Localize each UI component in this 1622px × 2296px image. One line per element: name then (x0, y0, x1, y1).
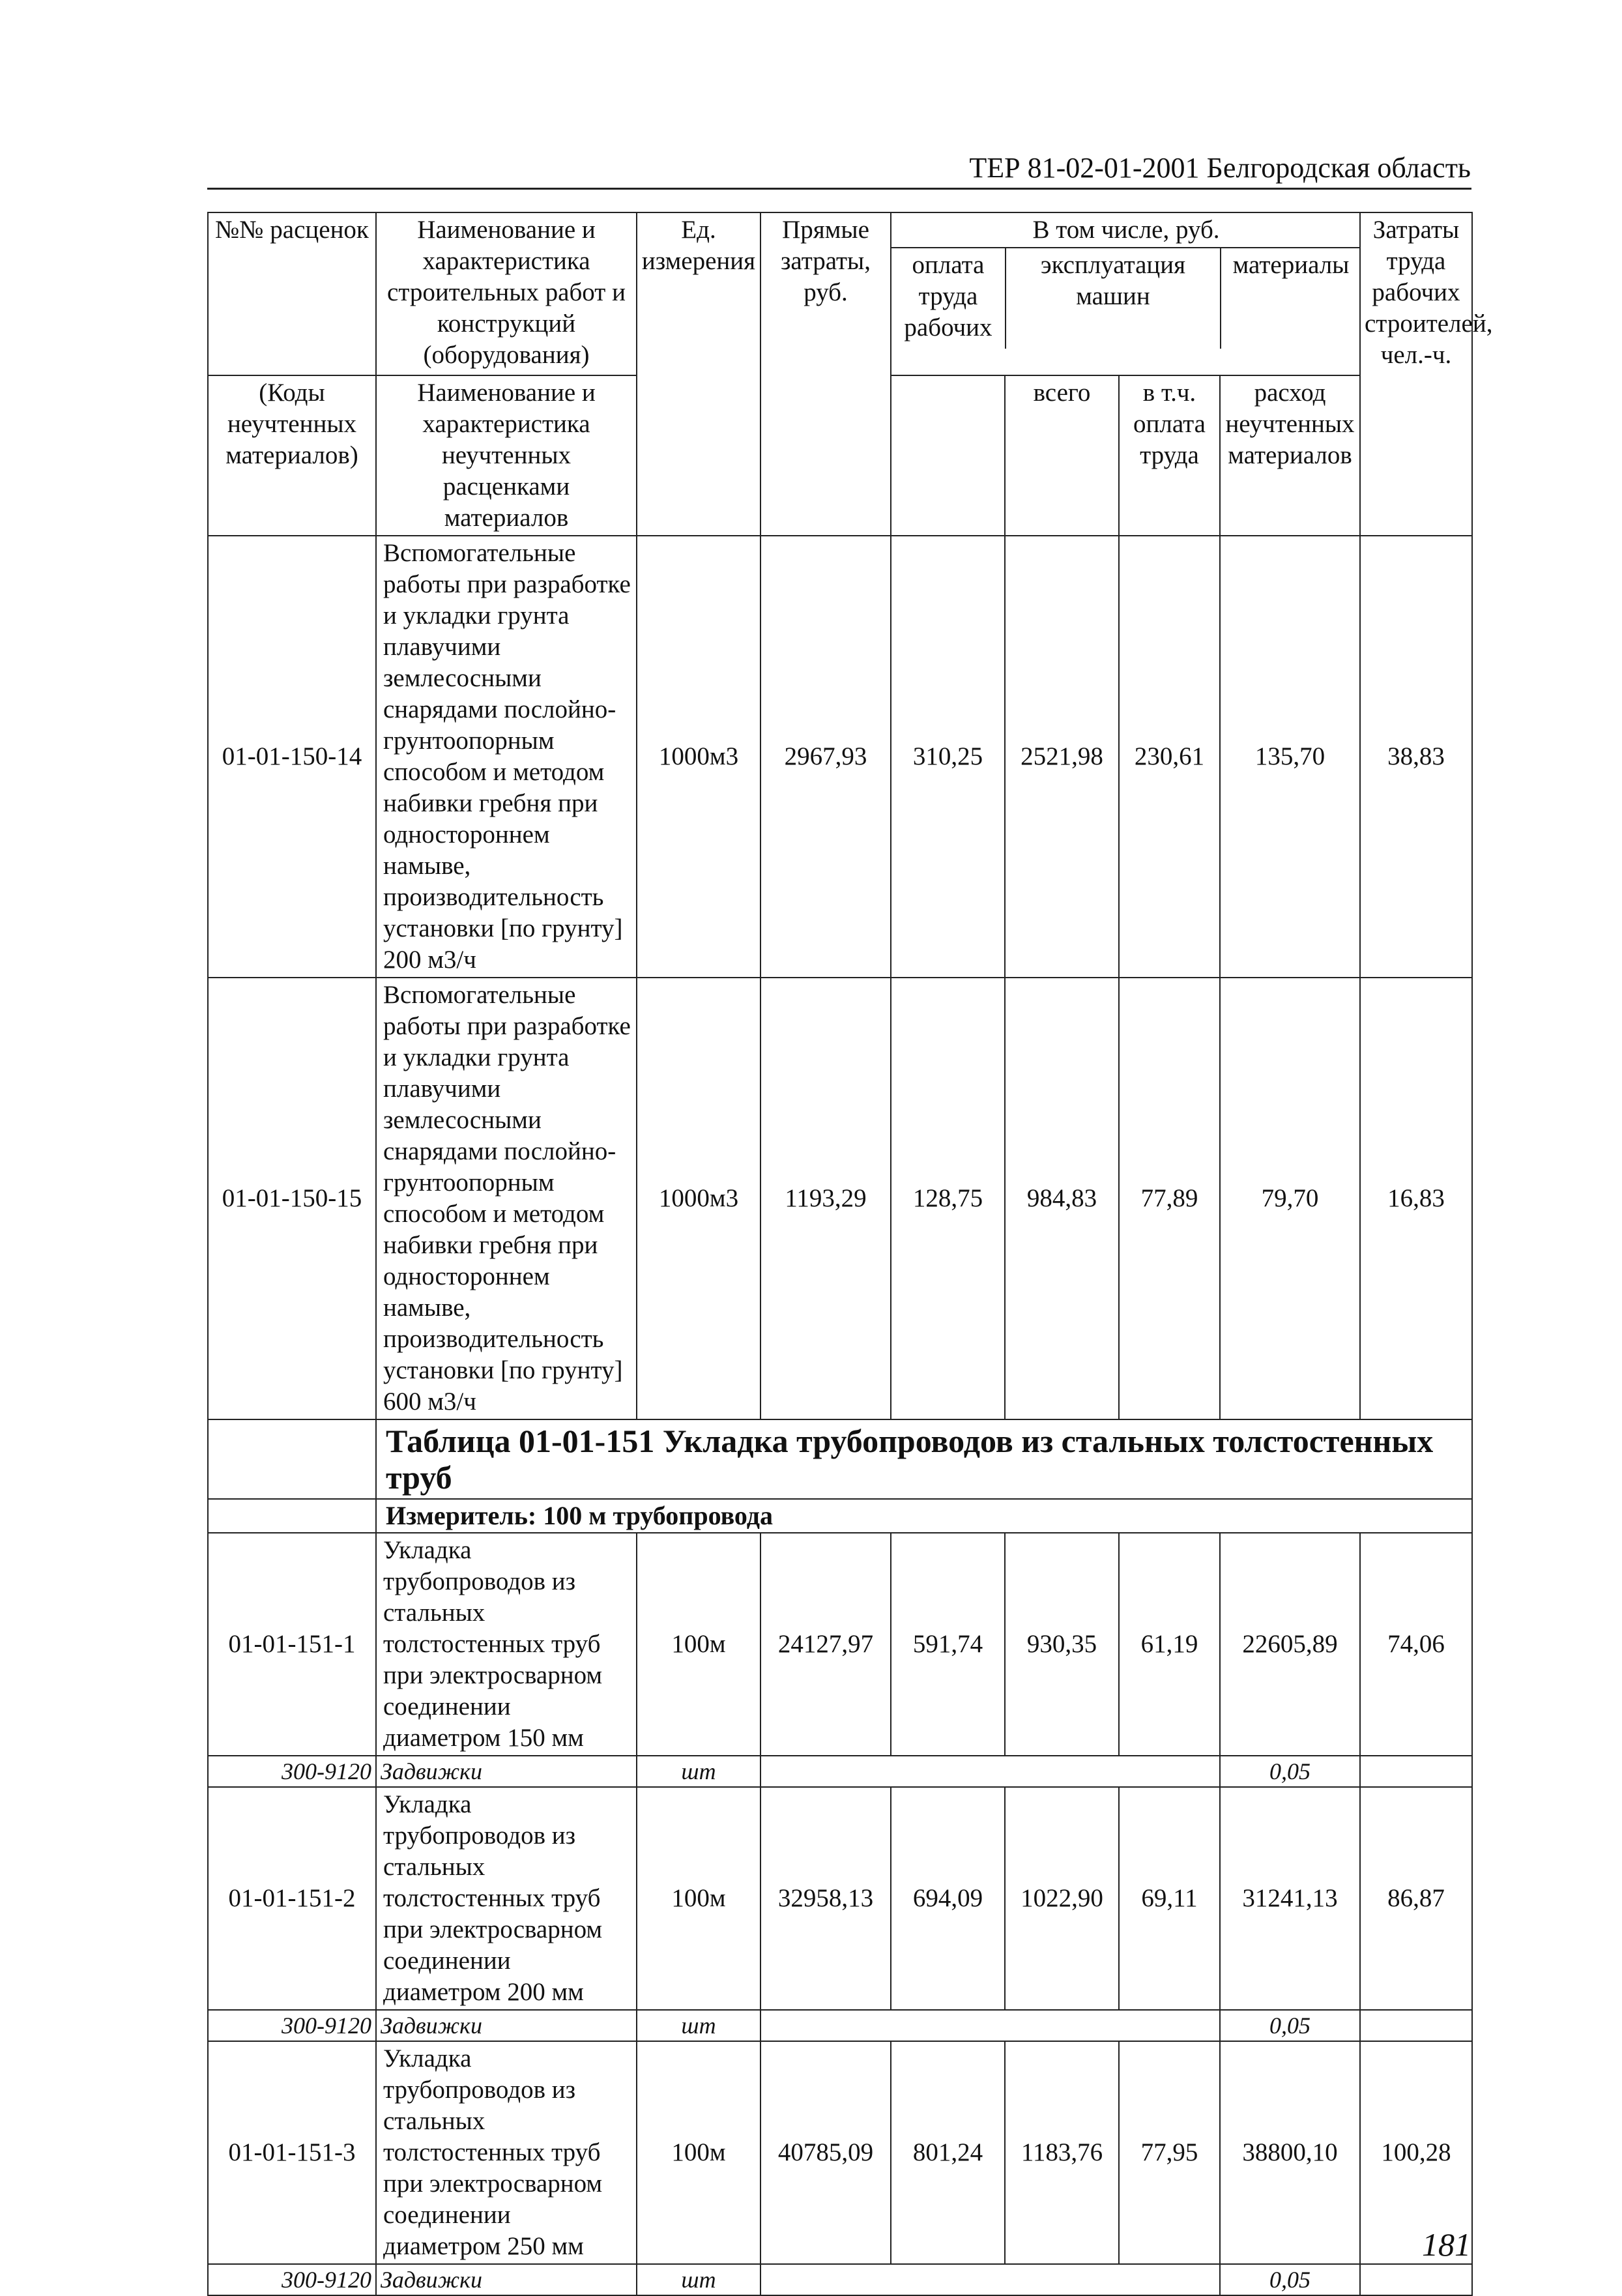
header-row-1 (208, 212, 1472, 375)
rate-row (208, 978, 1472, 1419)
rate-machines: 1022,90 (1005, 1787, 1119, 2010)
rate-wage: 694,09 (891, 1787, 1005, 2010)
rate-name: Укладка трубопроводов из стальных толстостенных труб при электросварном соединении диаметром 150 мм (376, 1533, 637, 1756)
rate-labor: 100,28 (1360, 2041, 1472, 2264)
resource-labor-blank (1360, 2264, 1472, 2295)
rate-machines: 1183,76 (1005, 2041, 1119, 2264)
incl-subheader (891, 213, 1361, 349)
incl-header: В том числе, руб. (891, 213, 1361, 248)
rate-wage: 128,75 (891, 978, 1005, 1419)
rate-labor: 16,83 (1360, 978, 1472, 1419)
col-name-header: Наименование и характеристика строительных работ и конструкций (оборудования) (376, 212, 637, 375)
col-labor-header: Затраты труда рабочих строителей, чел.-ч. (1360, 212, 1472, 536)
col-mat-unacc-header: расход неучтенных материалов (1220, 375, 1360, 536)
rate-machines: 930,35 (1005, 1533, 1119, 1756)
rate-name: Укладка трубопроводов из стальных толстостенных труб при электросварном соединении диаметром 200 мм (376, 1787, 637, 2010)
rate-code: 01-01-150-15 (208, 978, 376, 1419)
col-code2-header: (Коды неучтенных материалов) (208, 375, 376, 536)
rates-table (207, 212, 1493, 2296)
rate-code: 01-01-151-1 (208, 1533, 376, 1756)
rate-unit: 1000м3 (637, 978, 760, 1419)
rate-materials: 38800,10 (1220, 2041, 1360, 2264)
resource-unit: шт (637, 2264, 760, 2295)
rate-row (208, 1787, 1472, 2010)
rate-direct: 24127,97 (760, 1533, 891, 1756)
resource-code: 300-9120 (208, 2264, 376, 2295)
rate-direct: 1193,29 (760, 978, 891, 1419)
col-materials-header: материалы (1232, 251, 1350, 279)
rate-machines-wage: 77,95 (1119, 2041, 1220, 2264)
resource-blank (760, 1756, 1220, 1787)
resource-name: Задвижки (376, 1756, 637, 1787)
col-mach-wage-header: в т.ч. оплата труда (1119, 375, 1220, 536)
resource-code: 300-9120 (208, 1756, 376, 1787)
rate-direct: 2967,93 (760, 536, 891, 978)
rate-machines: 2521,98 (1005, 536, 1119, 978)
rate-materials: 79,70 (1220, 978, 1360, 1419)
col-incl-group (891, 212, 1360, 375)
col-name2-header: Наименование и характеристика неучтенных расценками материалов (376, 375, 637, 536)
rate-name: Вспомогательные работы при разработке и укладки грунта плавучими землесосными снарядами послойно-грунтоопорным способом и методом набивки гребня при одностороннем намыве, производительность установки [по грунту] 200 м3/ч (376, 536, 637, 978)
rate-unit: 100м (637, 1787, 760, 2010)
rate-materials: 31241,13 (1220, 1787, 1360, 2010)
resource-name: Задвижки (376, 2264, 637, 2295)
meter-row (208, 1499, 1472, 1533)
rate-labor: 38,83 (1360, 536, 1472, 978)
rate-machines-wage: 61,19 (1119, 1533, 1220, 1756)
resource-labor-blank (1360, 2010, 1472, 2041)
resource-qty: 0,05 (1220, 1756, 1360, 1787)
rate-name: Укладка трубопроводов из стальных толстостенных труб при электросварном соединении диаметром 250 мм (376, 2041, 637, 2264)
resource-blank (760, 2010, 1220, 2041)
resource-blank (760, 2264, 1220, 2295)
resource-unit: шт (637, 1756, 760, 1787)
header-rule (207, 188, 1471, 190)
rate-direct: 40785,09 (760, 2041, 891, 2264)
table-title: Таблица 01-01-151 Укладка трубопроводов из стальных толстостенных труб (376, 1419, 1472, 1499)
resource-qty: 0,05 (1220, 2264, 1360, 2295)
page-header: ТЕР 81-02-01-2001 Белгородская область (969, 152, 1471, 184)
resource-row (208, 2264, 1472, 2295)
rate-code: 01-01-151-2 (208, 1787, 376, 2010)
resource-qty: 0,05 (1220, 2010, 1360, 2041)
rate-row (208, 536, 1472, 978)
resource-code: 300-9120 (208, 2010, 376, 2041)
meter-left-blank (208, 1499, 376, 1533)
rate-code: 01-01-151-3 (208, 2041, 376, 2264)
col-code-header: №№ расценок (208, 212, 376, 375)
rate-unit: 100м (637, 1533, 760, 1756)
resource-row (208, 1756, 1472, 1787)
table-title-row (208, 1419, 1472, 1499)
resource-labor-blank (1360, 1756, 1472, 1787)
rate-machines-wage: 77,89 (1119, 978, 1220, 1419)
rate-wage: 591,74 (891, 1533, 1005, 1756)
table-meter: Измеритель: 100 м трубопровода (376, 1499, 1472, 1533)
rate-unit: 1000м3 (637, 536, 760, 978)
table-body (208, 212, 1493, 2295)
title-left-blank (208, 1419, 376, 1499)
rate-labor: 86,87 (1360, 1787, 1472, 2010)
rate-machines: 984,83 (1005, 978, 1119, 1419)
col-wage-header: оплата труда рабочих (891, 248, 1006, 349)
rate-machines-wage: 230,61 (1119, 536, 1220, 978)
rate-unit: 100м (637, 2041, 760, 2264)
rate-direct: 32958,13 (760, 1787, 891, 2010)
rate-machines-wage: 69,11 (1119, 1787, 1220, 2010)
col-unit-header: Ед. измерения (637, 212, 760, 536)
col-wage-blank (891, 375, 1005, 536)
rate-wage: 310,25 (891, 536, 1005, 978)
rate-labor: 74,06 (1360, 1533, 1472, 1756)
col-machines-header: эксплуатация машин (1006, 248, 1221, 349)
resource-row (208, 2010, 1472, 2041)
rate-name: Вспомогательные работы при разработке и укладки грунта плавучими землесосными снарядами послойно-грунтоопорным способом и методом набивки гребня при одностороннем намыве, производительность установки [по грунту] 600 м3/ч (376, 978, 637, 1419)
rate-row (208, 2041, 1472, 2264)
rate-row (208, 1533, 1472, 1756)
resource-name: Задвижки (376, 2010, 637, 2041)
rate-code: 01-01-150-14 (208, 536, 376, 978)
col-mach-total-header: всего (1005, 375, 1119, 536)
rate-wage: 801,24 (891, 2041, 1005, 2264)
page-number: 181 (1422, 2226, 1471, 2263)
col-direct-header: Прямые затраты, руб. (760, 212, 891, 536)
resource-unit: шт (637, 2010, 760, 2041)
rate-materials: 22605,89 (1220, 1533, 1360, 1756)
rate-materials: 135,70 (1220, 536, 1360, 978)
